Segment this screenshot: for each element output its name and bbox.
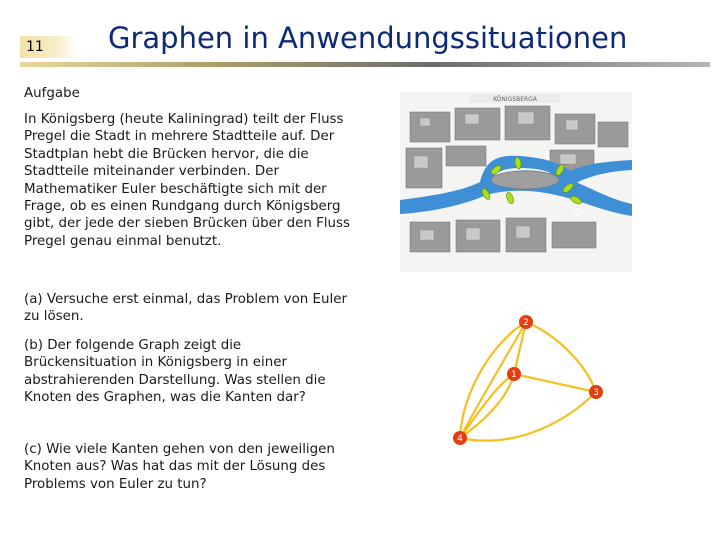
edge-2-3 bbox=[526, 322, 596, 392]
edge-4-1-a bbox=[460, 374, 514, 438]
island-kneiphof bbox=[491, 171, 559, 189]
intro-paragraph: In Königsberg (heute Kaliningrad) teilt der Fluss Pregel die Stadt in mehrere Stadtteile auf. Der Stadtplan hebt die Brücken hervor, die die Stadtteile miteinander verbinden. Der Mathematiker Euler beschäftigte sich mit der Frage, ob es einen Rundgang durch Königsberg gibt, der jede der sieben Brücken über den Fluss Pregel genau einmal benutzt. bbox=[24, 112, 350, 249]
slide-number: 11 bbox=[20, 36, 78, 58]
task-b-paragraph: (b) Der folgende Graph zeigt die Brückensituation in Königsberg in einer abstrahierenden Darstellung. Was stellen die Knoten des Graphen, was die Kanten dar? bbox=[24, 338, 326, 406]
title-divider bbox=[20, 62, 710, 67]
task-a-paragraph: (a) Versuche erst einmal, das Problem von Euler zu lösen. bbox=[24, 292, 347, 325]
graph-node-label-3: 3 bbox=[593, 388, 599, 398]
map-banner: KÖNIGSBERGA bbox=[493, 96, 537, 103]
graph-node-label-2: 2 bbox=[523, 318, 529, 328]
task-c-paragraph: (c) Wie viele Kanten gehen von den jeweiligen Knoten aus? Was hat das mit der Lösung des Problems von Euler zu tun? bbox=[24, 442, 335, 492]
section-label: Aufgabe bbox=[24, 86, 80, 101]
graph-node-label-1: 1 bbox=[511, 370, 517, 380]
graph-edges bbox=[460, 322, 596, 441]
slide-title: Graphen in Anwendungssituationen bbox=[108, 21, 628, 55]
koenigsberg-map-image bbox=[400, 92, 632, 272]
edge-1-3 bbox=[514, 374, 596, 392]
bridge-graph bbox=[440, 300, 620, 450]
graph-node-label-4: 4 bbox=[457, 434, 463, 444]
